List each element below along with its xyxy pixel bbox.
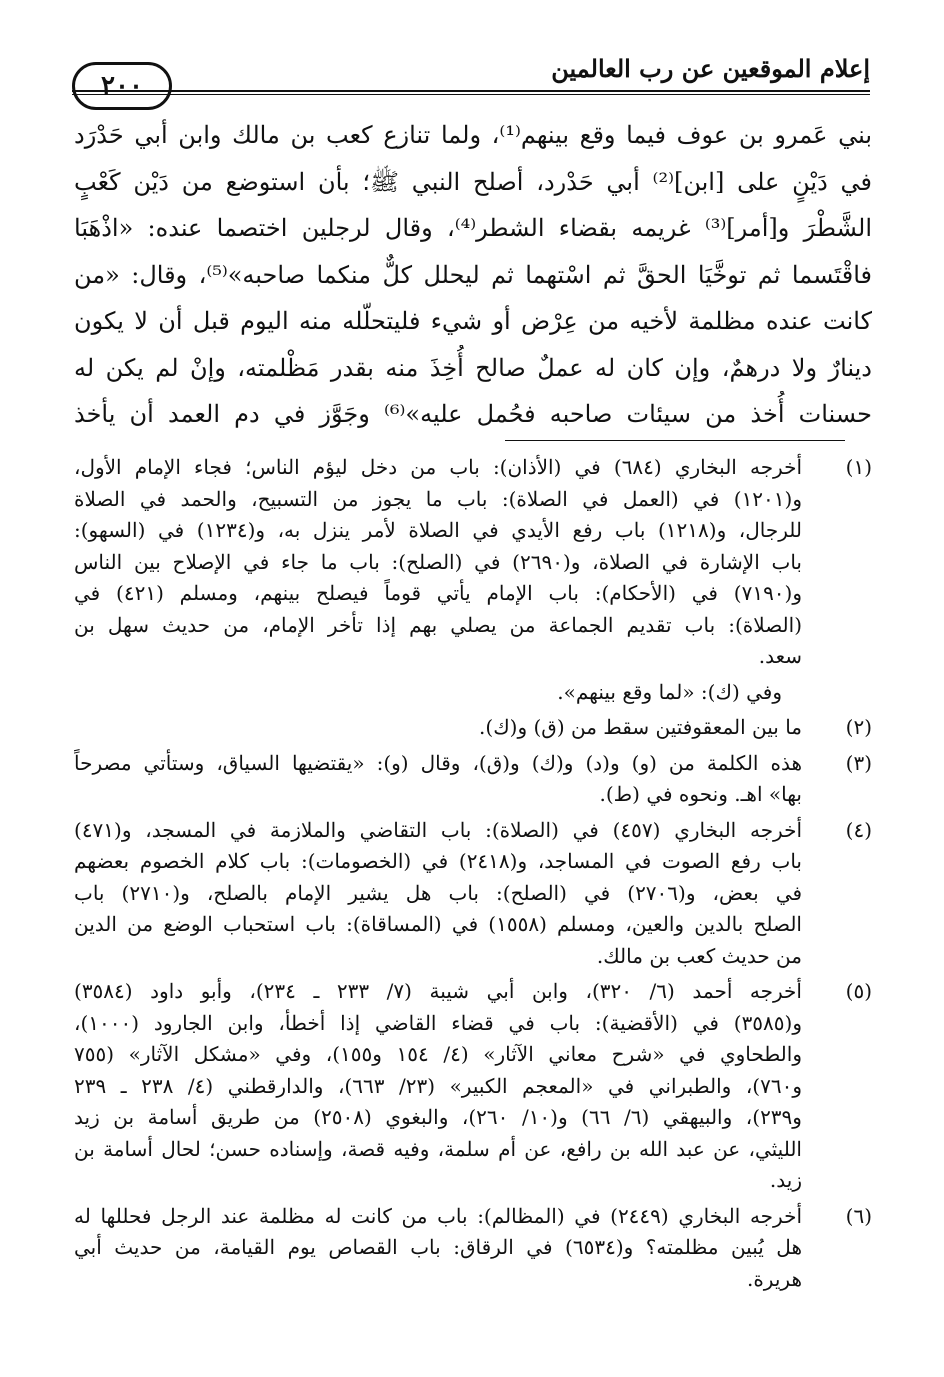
footnote-1-variant-note: وفي (ك): «لما وقع بينهم». [557, 679, 782, 704]
footnote-line: (الصلاة): باب تقديم الجماعة من يصلي بهم إذا تأخر الإمام، من حديث سهل بن [74, 612, 802, 637]
footnote-line: بها» اهـ. ونحوه في (ط). [599, 782, 802, 806]
main-text-line: فاقْتَسما ثم توخَّيَا الحقَّ ثم اسْتهما ثم ليحلل كلٌّ منكما صاحبه»⁽⁵⁾، وقال: «من [74, 260, 872, 289]
footnote-line: في بعض، و(٢٧٠٦) في (الصلح): باب هل يشير الإمام بالصلح، و(٢٧١٠) باب [74, 880, 802, 905]
footnote-number: (٤) [845, 817, 872, 842]
footnote-line: أخرجه البخاري (٦٨٤) في (الأذان): باب من دخل ليؤم الناس؛ فجاء الإمام الأول، [74, 455, 802, 479]
footnote-5 [74, 976, 872, 1197]
footnote-number: (٥) [845, 979, 872, 1003]
footnote-line: باب رفع الصوت في المساجد، و(٢٤١٨) في (الخصومات): باب كلام الخصوم بعضهم [74, 849, 802, 873]
main-text-line: حسنات أُخذ من سيئات صاحبه فحُمل عليه»⁽⁶⁾ وجَوَّز في دم العمد أن يأخذ [74, 400, 872, 428]
footnote-line: هذه الكلمة من (و) و(د) و(ك) و(ق)، وقال (و): «يقتضيها السياق، وستأتي مصرحاً [74, 750, 802, 775]
footnote-line: الصلح بالدين والعين، ومسلم (١٥٥٨) في (المساقاة): باب استحباب الوضع من الدين [74, 912, 802, 936]
footnote-line: والطحاوي في «شرح معاني الآثار» (٤/ ١٥٤ و١٥٥)، وفي «مشكل الآثار» (٧٥٥ [74, 1042, 802, 1066]
footnote-line: سعد. [758, 644, 802, 668]
main-text-line: دينارٌ ولا درهمٌ، وإن كان له عملٌ صالح أُخِذَ منه بقدر مَظْلمته، وإنْ لم يكن له [74, 353, 872, 382]
footnote-line: هل يُبين مظلمته؟ و(٦٥٣٤) في الرقاق: باب القصاص يوم القيامة، من حديث أبي [74, 1235, 802, 1259]
main-text-line: بني عَمرو بن عوف فيما وقع بينهم⁽¹⁾، ولما تنازع كعب بن مالك وابن أبي حَدْرَد [74, 121, 872, 149]
running-title: إعلام الموقعين عن رب العالمين [551, 54, 870, 83]
footnote-line: باب الإشارة في الصلاة، و(٢٦٩٠) في (الصلح): باب ما جاء في الإصلاح بين الناس [74, 549, 802, 574]
main-text-line: في دَيْنٍ على [ابن]⁽²⁾ أبي حَدْرد، أصلح النبي ﷺ؛ بأن استوضع من دَيْن كَعْبٍ [74, 167, 872, 196]
footnote-line: و(٧١٩٠) في (الأحكام): باب الإمام يأتي قوماً فيصلح بينهم، ومسلم (٤٢١) في [74, 581, 802, 605]
footnote-line: للرجال، و(١٢١٨) باب رفع الأيدي في الصلاة لأمر ينزل به، و(١٢٣٤) في (السهو): [74, 518, 802, 542]
footnote-number: (٢) [845, 715, 872, 739]
main-text-line: كانت عنده مظلمة لأخيه من عِرْض أو شيء فليتحلّله منه اليوم قبل أن لا يكون [74, 307, 872, 335]
footnote-separator [505, 440, 845, 441]
footnote-number: (٣) [845, 750, 872, 775]
footnote-line: و(٣٥٨٥) في (الأقضية): باب في قضاء القاضي إذا أخطأ، وابن الجارود (١٠٠٠)، [74, 1010, 802, 1035]
footnote-line: زيد. [769, 1168, 802, 1192]
footnote-6 [74, 1201, 872, 1296]
footnote-2 [74, 712, 872, 744]
footnote-4 [74, 815, 872, 973]
footnote-line: هريرة. [746, 1266, 802, 1291]
header-rule-thin [72, 94, 870, 95]
footnote-line: من حديث كعب بن مالك. [596, 943, 802, 968]
footnote-line: و٢٣٩)، والبيهقي (٦/ ٦٦) و(١٠/ ٢٦٠)، والبغوي (٢٥٠٨) من طريق أسامة بن زيد [74, 1105, 802, 1129]
footnote-number: (١) [845, 455, 872, 479]
footnote-number: (٦) [845, 1203, 872, 1228]
main-body-text [74, 112, 872, 438]
page-header [72, 40, 870, 100]
header-rule [72, 90, 870, 92]
footnotes-section [74, 452, 872, 1299]
footnote-line: الليثي، عن عبد الله بن رافع، عن أم سلمة، وفيه قصة، وإسناده حسن؛ لحال أسامة بن [74, 1136, 802, 1161]
main-text-line: الشَّطْرَ و[أمر]⁽³⁾ غريمه بقضاء الشطر⁽⁴⁾، وقال لرجلين اختصما عنده: «اذْهَبَا [74, 214, 872, 242]
page-number-badge: ٢٠٠ [72, 62, 172, 110]
footnote-line: أخرجه أحمد (٦/ ٣٢٠)، وابن أبي شيبة (٧/ ٢٣٣ ـ ٢٣٤)، وأبو داود (٣٥٨٤) [74, 979, 802, 1003]
footnote-1 [74, 452, 872, 673]
footnote-line: و(١٢٠١) في (العمل في الصلاة): باب ما يجوز من التسبيح، والحمد في الصلاة [74, 486, 802, 511]
footnote-line: ما بين المعقوفتين سقط من (ق) و(ك). [479, 715, 802, 739]
footnote-line: أخرجه البخاري (٤٥٧) في (الصلاة): باب التقاضي والملازمة في المسجد، و(٤٧١) [74, 817, 802, 842]
footnote-line: و٧٦٠)، والطبراني في «المعجم الكبير» (٢٣/ ٦٦٣)، والدارقطني (٤/ ٢٣٨ ـ ٢٣٩ [74, 1073, 802, 1098]
footnote-line: أخرجه البخاري (٢٤٤٩) في (المظالم): باب من كانت له مظلمة عند الرجل فحللها له [74, 1203, 802, 1228]
footnote-3 [74, 748, 872, 811]
